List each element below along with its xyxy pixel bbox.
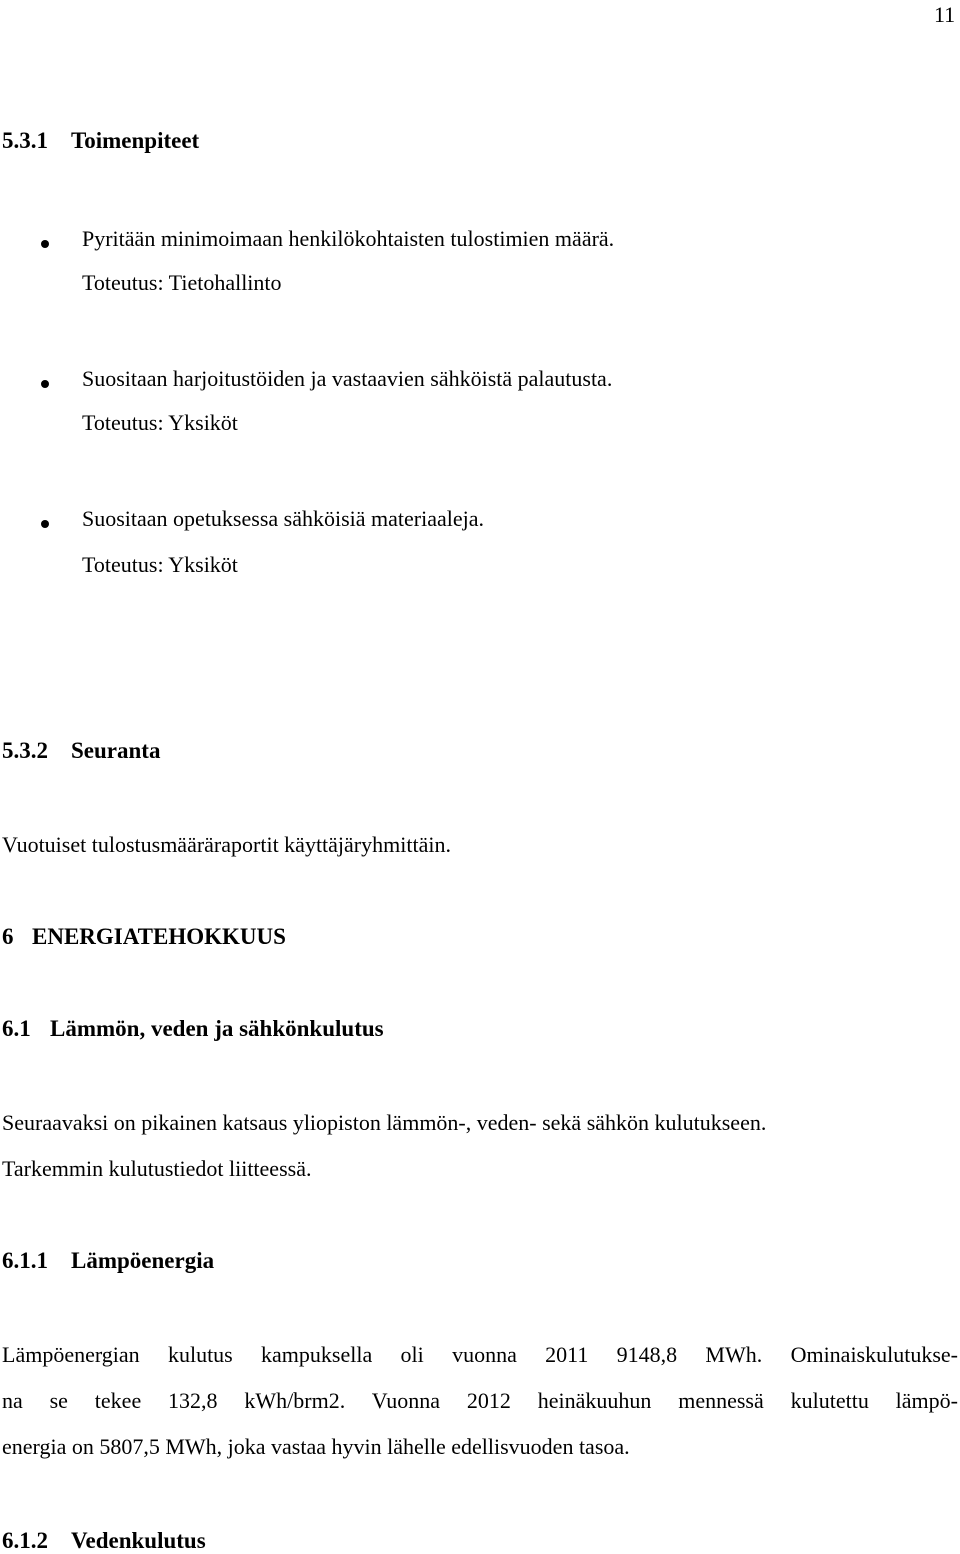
heading-number: 5.3.2 [2, 738, 48, 763]
heading-number: 6.1.1 [2, 1248, 48, 1273]
heading-number: 6 [2, 924, 14, 949]
heading-number: 6.1 [2, 1016, 31, 1041]
page-number: 11 [934, 2, 956, 27]
bullet-detail: Toteutus: Yksiköt [82, 552, 238, 577]
heading-5-3-1 [2, 128, 199, 154]
heading-6 [2, 924, 286, 950]
heading-6-1-2 [2, 1528, 206, 1554]
heading-title: Seuranta [71, 738, 161, 763]
paragraph-line: Lämpöenergian kulutus kampuksella oli vuonna 2011 9148,8 MWh. Ominaiskulutukse- [2, 1342, 958, 1367]
heading-5-3-2 [2, 738, 160, 764]
bullet-text: Suositaan harjoitustöiden ja vastaavien sähköistä palautusta. [82, 366, 613, 391]
bullet-text: Pyritään minimoimaan henkilökohtaisten tulostimien määrä. [82, 226, 615, 251]
heading-title: Vedenkulutus [71, 1528, 206, 1553]
heading-title: Toimenpiteet [71, 128, 200, 153]
bullet-detail: Toteutus: Yksiköt [82, 410, 238, 435]
paragraph: Vuotuiset tulostusmääräraportit käyttäjäryhmittäin. [2, 832, 451, 857]
bullet-text: Suositaan opetuksessa sähköisiä materiaaleja. [82, 506, 484, 531]
heading-6-1 [2, 1016, 384, 1042]
paragraph-line: na se tekee 132,8 kWh/brm2. Vuonna 2012 heinäkuuhun mennessä kulutettu lämpö- [2, 1388, 958, 1413]
heading-title: ENERGIATEHOKKUUS [32, 924, 286, 949]
paragraph-line: energia on 5807,5 MWh, joka vastaa hyvin lähelle edellisvuoden tasoa. [2, 1434, 630, 1459]
paragraph-line: Seuraavaksi on pikainen katsaus yliopiston lämmön-, veden- sekä sähkön kulutukseen. [2, 1110, 767, 1135]
heading-title: Lämmön, veden ja sähkönkulutus [50, 1016, 384, 1041]
bullet-detail: Toteutus: Tietohallinto [82, 270, 282, 295]
heading-6-1-1 [2, 1248, 214, 1274]
bullet-icon [41, 520, 49, 528]
bullet-icon [41, 240, 49, 248]
heading-number: 5.3.1 [2, 128, 48, 153]
paragraph-line: Tarkemmin kulutustiedot liitteessä. [2, 1156, 312, 1181]
heading-title: Lämpöenergia [71, 1248, 215, 1273]
bullet-icon [41, 380, 49, 388]
heading-number: 6.1.2 [2, 1528, 48, 1553]
